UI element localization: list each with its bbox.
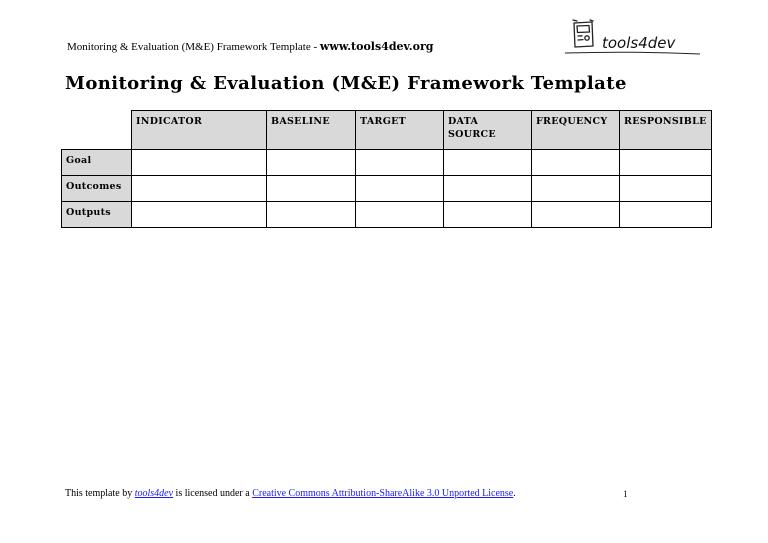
row-header-goal: Goal (62, 150, 132, 176)
logo-icon (565, 18, 705, 58)
logo-text: tools4dev (602, 34, 676, 52)
table-cell[interactable] (267, 176, 356, 202)
table-cell[interactable] (132, 150, 267, 176)
table-header-row (62, 111, 712, 150)
table-cell[interactable] (132, 176, 267, 202)
row-header-outcomes: Outcomes (62, 176, 132, 202)
column-header-indicator: INDICATOR (132, 111, 267, 150)
license-footer (65, 488, 516, 499)
table-cell[interactable] (267, 150, 356, 176)
column-header-target: TARGET (356, 111, 444, 150)
table-cell[interactable] (532, 176, 620, 202)
tools4dev-link[interactable]: tools4dev (134, 488, 174, 499)
row-header-outputs: Outputs (62, 202, 132, 228)
table-cell[interactable] (444, 176, 532, 202)
table-cell[interactable] (132, 202, 267, 228)
running-header (67, 40, 433, 53)
column-header-frequency: FREQUENCY (532, 111, 620, 150)
table-cell[interactable] (444, 150, 532, 176)
table-cell[interactable] (444, 202, 532, 228)
table-row-outcomes (62, 176, 712, 202)
table-cell[interactable] (356, 176, 444, 202)
header-text: Monitoring & Evaluation (M&E) Framework Template - (67, 41, 320, 53)
table-row-outputs (62, 202, 712, 228)
table-row-goal (62, 150, 712, 176)
column-header-baseline: BASELINE (267, 111, 356, 150)
table-cell[interactable] (620, 150, 712, 176)
table-cell[interactable] (532, 202, 620, 228)
column-header-data-source: DATA SOURCE (444, 111, 532, 150)
license-link[interactable]: Creative Commons Attribution-ShareAlike 3.0 Unported License (252, 488, 514, 499)
page-number: 1 (623, 489, 628, 499)
table-cell[interactable] (620, 176, 712, 202)
page-title: Monitoring & Evaluation (M&E) Framework Template (65, 73, 627, 94)
table-cell[interactable] (356, 150, 444, 176)
me-framework-table (61, 110, 712, 228)
column-header-responsible: RESPONSIBLE (620, 111, 712, 150)
header-site-url: www.tools4dev.org (319, 40, 434, 53)
footer-suffix: . (513, 488, 516, 499)
tools4dev-logo (565, 18, 705, 58)
table-cell[interactable] (620, 202, 712, 228)
footer-prefix: This template by (65, 488, 135, 499)
table-cell[interactable] (267, 202, 356, 228)
table-corner-cell (62, 111, 132, 150)
table-cell[interactable] (532, 150, 620, 176)
table-cell[interactable] (356, 202, 444, 228)
footer-middle: is licensed under a (173, 488, 253, 499)
